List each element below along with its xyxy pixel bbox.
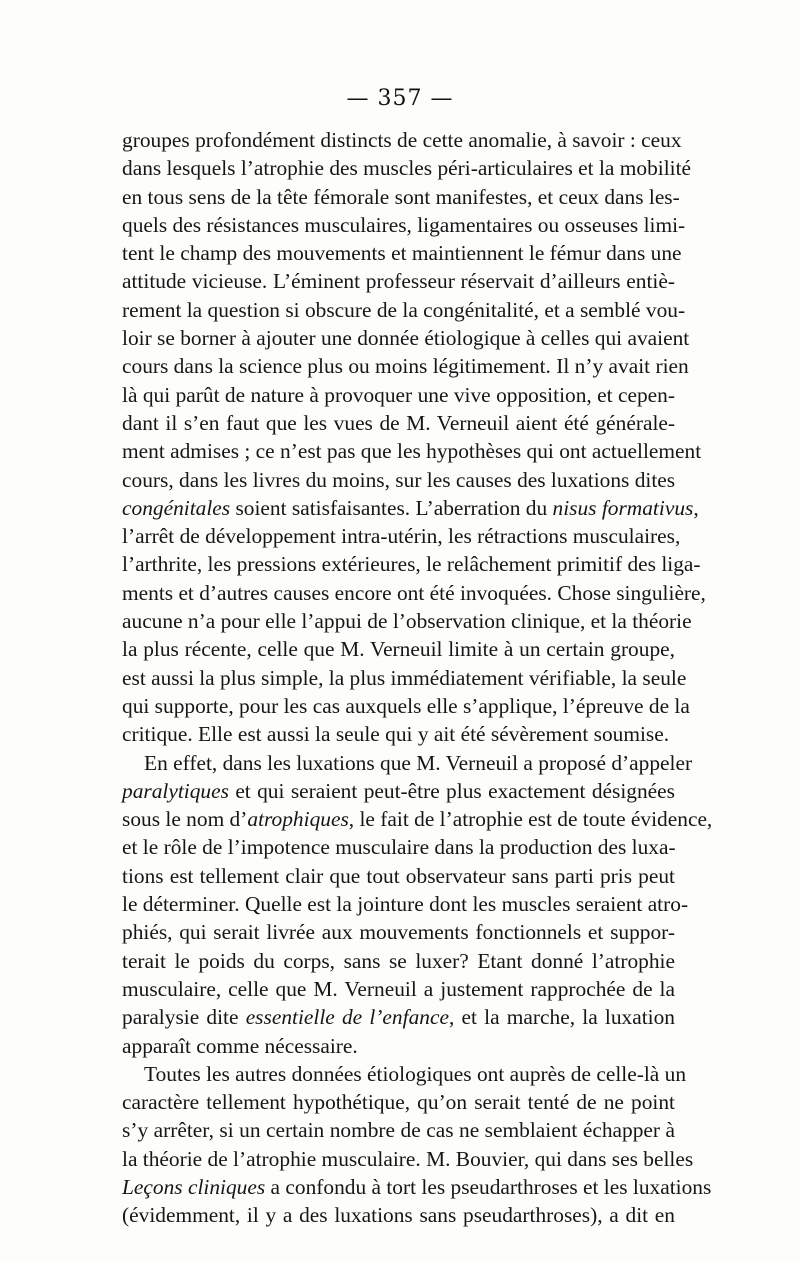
text-line	[122, 409, 675, 437]
text-line	[122, 692, 690, 720]
text-line	[122, 1201, 675, 1229]
text-line	[122, 239, 682, 267]
text-line	[122, 183, 680, 211]
text-segment: le déterminer. Quelle est la jointure dont les muscles seraient atro-	[122, 892, 689, 917]
text-segment: loir se borner à ajouter une donnée étiologique à celles qui avaient	[122, 326, 690, 351]
italic-text: essentielle de l’enfance	[245, 1005, 449, 1030]
text-segment: cours dans la science plus ou moins légitimement. Il n’y avait rien	[122, 354, 689, 379]
text-segment: attitude vicieuse. L’éminent professeur réservait d’ailleurs entiè-	[122, 269, 675, 294]
text-line	[122, 1088, 675, 1116]
text-segment: caractère tellement hypothétique, qu’on serait tenté de ne point	[122, 1090, 675, 1115]
text-line	[122, 126, 682, 154]
italic-text: congénitales	[122, 495, 231, 520]
text-line	[122, 381, 675, 409]
text-segment: soient satisfaisantes. L’aberration du	[230, 495, 553, 520]
text-segment: s’y arrêter, si un certain nombre de cas ne semblaient échapper à	[122, 1118, 675, 1143]
text-segment: la plus récente, celle que M. Verneuil limite à un certain groupe,	[122, 637, 675, 662]
text-line	[122, 1032, 675, 1060]
text-line	[122, 267, 675, 295]
italic-text: paralytiques	[122, 778, 229, 803]
text-segment: paralysie dite	[122, 1005, 246, 1030]
text-line	[122, 975, 675, 1003]
text-segment: musculaire, celle que M. Verneuil a justement rapprochée de la	[122, 976, 675, 1001]
text-segment: terait le poids du corps, sans se luxer? Etant donné l’atrophie	[122, 948, 675, 973]
text-line	[122, 862, 675, 890]
text-line	[122, 635, 675, 663]
text-segment: rement la question si obscure de la congénitalité, et a semblé vou-	[122, 297, 686, 322]
text-line	[122, 1003, 675, 1031]
text-segment: quels des résistances musculaires, ligamentaires ou osseuses limi-	[122, 212, 686, 237]
italic-text: Leçons cliniques	[122, 1174, 266, 1199]
text-line	[122, 324, 690, 352]
text-line	[122, 720, 675, 748]
text-segment: et le rôle de l’impotence musculaire dans la production des luxa-	[122, 835, 676, 860]
text-line	[122, 777, 675, 805]
text-line	[122, 522, 681, 550]
text-segment: ments et d’autres causes encore ont été invoquées. Chose singulière,	[122, 580, 706, 605]
text-line	[122, 1145, 694, 1173]
text-line	[122, 833, 675, 861]
text-segment: ment admises ; ce n’est pas que les hypothèses qui ont actuellement	[122, 439, 702, 464]
text-segment: l’arrêt de développement intra-utérin, les rétractions musculaires,	[122, 524, 681, 549]
text-segment: Toutes les autres données étiologiques ont auprès de celle-là un	[144, 1061, 687, 1086]
italic-text: nisus formativus	[552, 495, 694, 520]
text-line	[122, 550, 701, 578]
text-segment: sous le nom d’	[122, 807, 248, 832]
text-segment: apparaît comme nécessaire.	[122, 1033, 358, 1058]
text-line	[122, 607, 692, 635]
text-line	[122, 749, 693, 777]
body-text	[122, 126, 713, 1230]
text-segment: dans lesquels l’atrophie des muscles péri-articulaires et la mobilité	[122, 156, 692, 181]
text-line	[122, 466, 675, 494]
text-line	[122, 890, 689, 918]
text-segment: l’arthrite, les pressions extérieures, le relâchement primitif des liga-	[122, 552, 701, 577]
text-line	[122, 154, 692, 182]
text-line	[122, 805, 713, 833]
text-segment: en tous sens de la tête fémorale sont manifestes, et ceux dans les-	[122, 184, 680, 209]
page-number: — 357 —	[346, 86, 454, 111]
text-line	[122, 296, 686, 324]
text-line	[122, 352, 689, 380]
text-segment: (évidemment, il y a des luxations sans pseudarthroses), a dit en	[122, 1203, 675, 1228]
text-segment: qui supporte, pour les cas auxquels elle s’applique, l’épreuve de la	[122, 693, 690, 718]
text-segment: aucune n’a pour elle l’appui de l’observation clinique, et la théorie	[122, 609, 692, 634]
text-line	[122, 1060, 687, 1088]
text-segment: a confondu à tort les pseudarthroses et les luxations	[265, 1174, 712, 1199]
text-segment: , et la marche, la luxation	[448, 1005, 675, 1030]
italic-text: atrophiques	[247, 807, 349, 832]
text-segment: là qui parût de nature à provoquer une vive opposition, et cepen-	[122, 382, 675, 407]
text-segment: est aussi la plus simple, la plus immédiatement vérifiable, la seule	[122, 665, 687, 690]
text-segment: dant il s’en faut que les vues de M. Verneuil aient été générale-	[122, 410, 675, 435]
text-line	[122, 437, 702, 465]
text-segment: cours, dans les livres du moins, sur les causes des luxations dites	[122, 467, 676, 492]
text-line	[122, 1173, 712, 1201]
text-line	[122, 494, 699, 522]
text-line	[122, 664, 687, 692]
text-line	[122, 579, 706, 607]
text-line	[122, 947, 675, 975]
text-segment: , le fait de l’atrophie est de toute évidence,	[348, 807, 713, 832]
text-segment: ,	[693, 495, 699, 520]
text-segment: tent le champ des mouvements et maintiennent le fémur dans une	[122, 241, 682, 266]
text-segment: critique. Elle est aussi la seule qui y ait été sévèrement soumise.	[122, 722, 670, 747]
text-segment: la théorie de l’atrophie musculaire. M. Bouvier, qui dans ses belles	[122, 1146, 694, 1171]
text-line	[122, 1116, 675, 1144]
text-segment: tions est tellement clair que tout observateur sans parti pris peut	[122, 863, 675, 888]
text-segment: En effet, dans les luxations que M. Verneuil a proposé d’appeler	[144, 750, 693, 775]
text-line	[122, 918, 675, 946]
text-segment: groupes profondément distincts de cette anomalie, à savoir : ceux	[122, 128, 682, 152]
text-line	[122, 211, 686, 239]
text-segment: et qui seraient peut-être plus exactement désignées	[228, 778, 675, 803]
text-segment: phiés, qui serait livrée aux mouvements fonctionnels et suppor-	[122, 920, 675, 945]
